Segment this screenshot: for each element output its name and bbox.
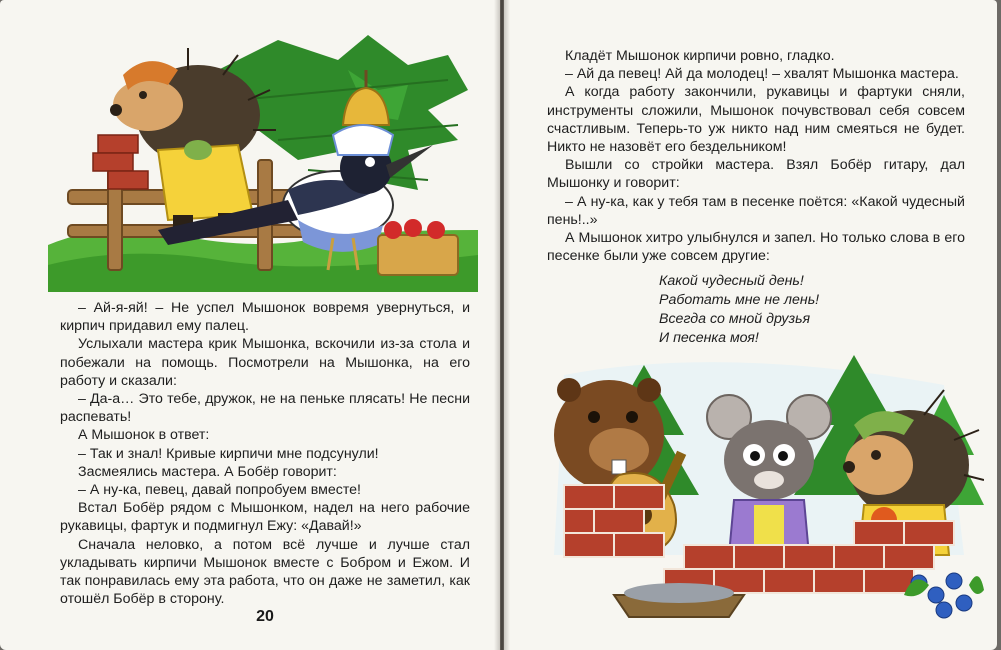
hedgehog-magpie-illustration <box>48 30 478 292</box>
poem-line: И песенка моя! <box>659 330 759 346</box>
poem-line: Работать мне не лень! <box>659 292 820 308</box>
paragraph: Вышли со стройки мастера. Взял Бобёр гитару, дал Мышонку и говорит: <box>547 157 965 192</box>
paragraph: – Да-а… Это тебе, дружок, не на пеньке плясать! Не песни распевать! <box>60 391 470 426</box>
left-page-text <box>60 299 470 608</box>
paragraph: – Ай-я-яй! – Не успел Мышонок вовремя увернуться, и кирпич придавил ему палец. <box>60 300 470 335</box>
left-page <box>0 0 500 650</box>
paragraph: Сначала неловко, а потом всё лучше и лучше стал укладывать кирпичи Мышонок вместе с Бобром и Ежом. И так понравилась ему эта работа, что он даже не заметил, как отошёл Бобёр в сторону. <box>60 536 470 608</box>
right-page <box>504 0 997 650</box>
paragraph: Услыхали мастера крик Мышонка, вскочили из-за стола и побежали на помощь. Посмотрели на Мышонка, на его работу и сказали: <box>60 336 470 389</box>
paragraph: Встал Бобёр рядом с Мышонком, надел на него рабочие рукавицы, фартук и подмигнул Ежу: «Давай!» <box>60 500 470 535</box>
poem-line: Всегда со мной друзья <box>659 311 811 327</box>
paragraph: – А ну-ка, как у тебя там в песенке поётся: «Какой чудесный пень!..» <box>547 193 965 228</box>
poem-line: Какой чудесный день! <box>659 273 804 289</box>
paragraph: Кладёт Мышонок кирпичи ровно, гладко. <box>565 48 835 64</box>
builders-illustration <box>524 355 984 625</box>
right-page-text <box>547 47 965 265</box>
paragraph: – Так и знал! Кривые кирпичи мне подсунули! <box>78 445 379 462</box>
page-number: 20 <box>256 608 274 625</box>
song-poem <box>659 272 959 348</box>
paragraph: А Мышонок хитро улыбнулся и запел. Но только слова в его песенке были уже совсем другие: <box>547 230 965 265</box>
paragraph: – Ай да певец! Ай да молодец! – хвалят Мышонка мастера. <box>565 66 959 83</box>
book-gutter <box>494 0 510 650</box>
paragraph: А Мышонок в ответ: <box>78 427 210 444</box>
paragraph: – А ну-ка, певец, давай попробуем вместе! <box>78 482 361 499</box>
paragraph: Засмеялись мастера. А Бобёр говорит: <box>78 463 337 480</box>
paragraph: А когда работу закончили, рукавицы и фартуки сняли, инструменты сложили, Мышонок почувствовал себя совсем счастливым. Теперь-то уж никто над ним смеяться не будет. Никто не назовёт его бездельником! <box>547 84 965 156</box>
